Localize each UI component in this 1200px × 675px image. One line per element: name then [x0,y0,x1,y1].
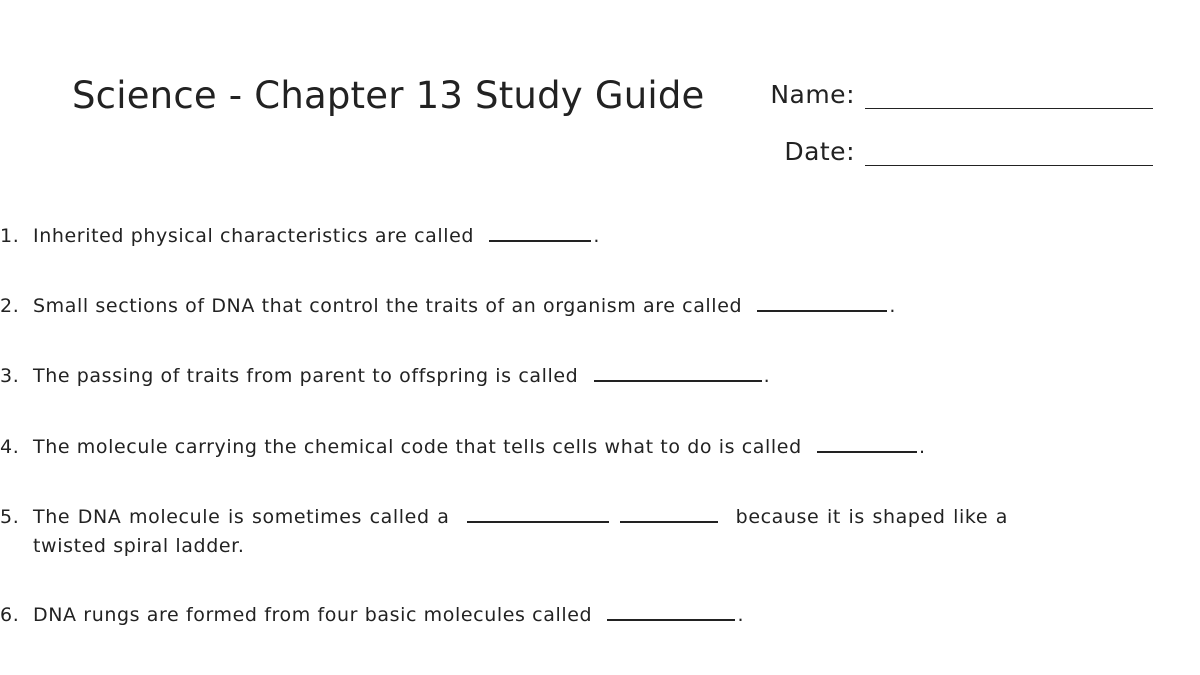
question-text [33,292,1008,321]
name-label: Name: [770,80,855,109]
question-suffix: . [593,225,600,247]
question-1 [0,222,1008,251]
question-suffix: . [919,436,926,458]
question-5 [0,503,1008,561]
question-text [33,433,1008,462]
question-suffix: because it is shaped like a twisted spiral ladder. [33,506,1008,557]
question-suffix: . [737,604,745,626]
date-input-line[interactable] [865,137,1153,166]
date-field [755,137,1153,166]
question-number: 4. [0,436,20,458]
answer-blank[interactable] [817,433,917,453]
question-text [33,222,1008,251]
question-suffix: . [889,295,897,317]
question-3 [0,362,1008,391]
answer-blank[interactable] [489,222,591,242]
page-title: Science - Chapter 13 Study Guide [72,74,705,117]
question-prompt: The passing of traits from parent to offspring is called [33,365,579,387]
question-number: 1. [0,225,20,247]
question-prompt: The molecule carrying the chemical code that tells cells what to do is called [33,436,802,458]
question-number: 6. [0,604,20,626]
answer-blank[interactable] [607,601,735,621]
question-text [33,601,1008,630]
question-6 [0,601,1008,630]
question-suffix: . [763,365,771,387]
question-number: 3. [0,365,20,387]
answer-blank[interactable] [467,503,609,523]
question-text [33,362,1008,391]
question-text [33,503,1008,561]
question-prompt: Small sections of DNA that control the traits of an organism are called [33,295,743,317]
date-label: Date: [784,137,855,166]
answer-blank[interactable] [757,292,887,312]
question-prompt: The DNA molecule is sometimes called a [33,506,450,528]
question-2 [0,292,1008,321]
question-4 [0,433,1008,462]
question-prompt: DNA rungs are formed from four basic molecules called [33,604,593,626]
name-input-line[interactable] [865,80,1153,109]
question-number: 5. [0,506,20,528]
question-prompt: Inherited physical characteristics are called [33,225,475,247]
answer-blank[interactable] [620,503,718,523]
name-field [755,80,1153,109]
question-number: 2. [0,295,20,317]
answer-blank[interactable] [594,362,762,382]
